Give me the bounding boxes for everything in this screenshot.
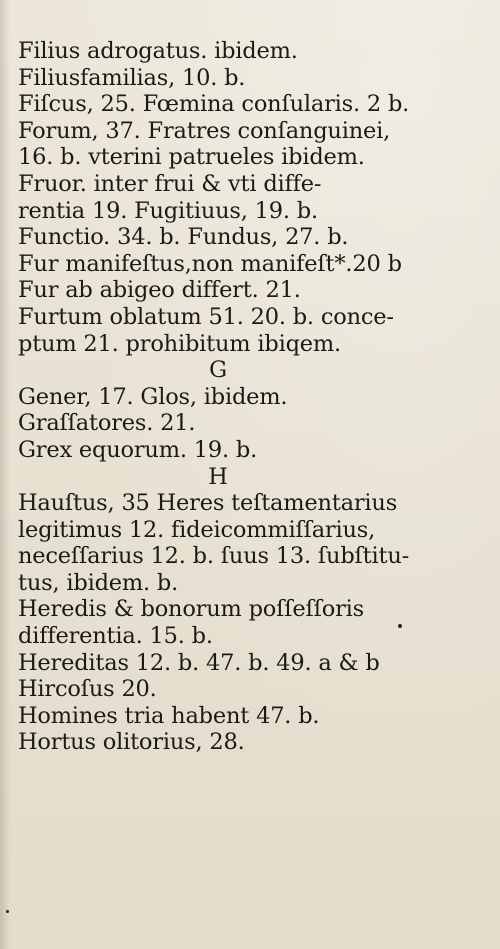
index-line: legitimus 12. fideicommiſſarius, <box>18 516 376 543</box>
index-line: tus, ibidem. b. <box>18 569 179 596</box>
index-line: neceſſarius 12. b. ſuus 13. ſubſtitu- <box>18 543 410 570</box>
index-line: Hircoſus 20. <box>18 676 157 703</box>
index-line: Hortus olitorius, 28. <box>18 729 245 756</box>
index-line: Grex equorum. 19. b. <box>18 436 258 463</box>
index-line: Heredis & bonorum poſſeſſoris <box>18 596 365 623</box>
index-line: Fruor. inter frui & vti diffe- <box>18 170 322 197</box>
index-line: Furtum oblatum 51. 20. b. conce- <box>18 303 394 330</box>
index-line: Gener, 17. Glos, ibidem. <box>18 383 288 410</box>
index-line: 16. b. vterini patrueles ibidem. <box>18 144 365 171</box>
ink-speck <box>6 910 9 913</box>
index-text-block <box>18 38 478 756</box>
index-line: rentia 19. Fugitiuus, 19. b. <box>18 197 318 224</box>
ink-speck <box>398 624 402 628</box>
index-line: ptum 21. prohibitum ibiqem. <box>18 330 341 357</box>
index-line: Graſſatores. 21. <box>18 410 196 437</box>
section-letter-h: H <box>208 463 228 490</box>
index-line: differentia. 15. b. <box>18 623 213 650</box>
index-line: Fiſcus, 25. Fœmina conſularis. 2 b. <box>18 91 410 118</box>
index-line: Fur manifeſtus,non manifeſt*.20 b <box>18 250 402 277</box>
index-line: Filius adrogatus. ibidem. <box>18 38 298 64</box>
index-line: Homines tria habent 47. b. <box>18 702 320 729</box>
index-line: Forum, 37. Fratres conſanguinei, <box>18 117 391 144</box>
index-line: Hereditas 12. b. 47. b. 49. a & b <box>18 649 380 676</box>
section-letter-g: G <box>209 357 227 384</box>
index-line: Functio. 34. b. Fundus, 27. b. <box>18 224 349 251</box>
index-line: Fur ab abigeo differt. 21. <box>18 277 301 304</box>
index-line: Filiusfamilias, 10. b. <box>18 64 246 91</box>
index-line: Hauſtus, 35 Heres teſtamentarius <box>18 490 398 517</box>
